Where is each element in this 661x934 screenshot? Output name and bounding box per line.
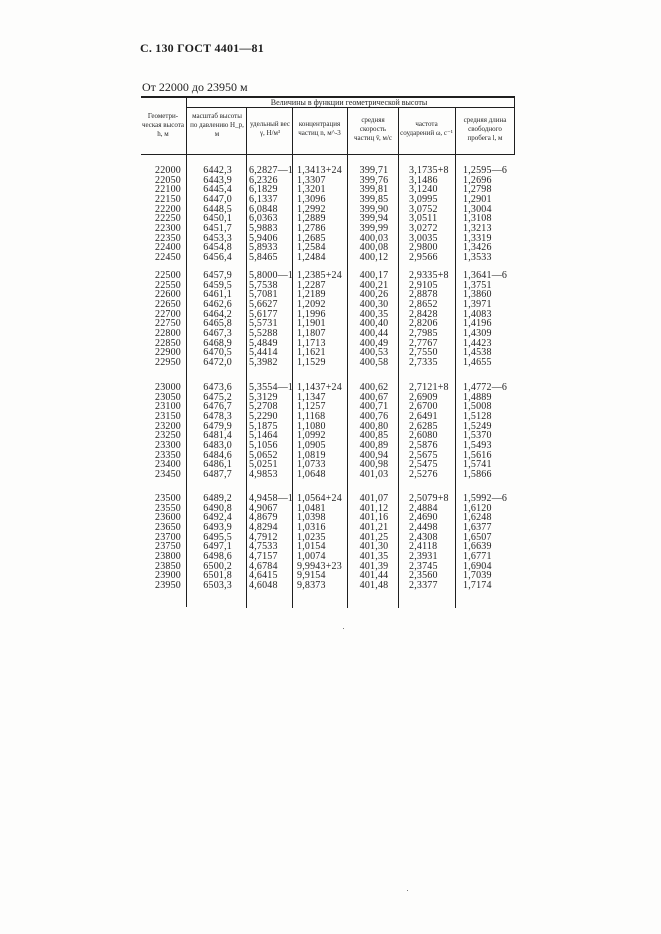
cell-h: 22850 [155,337,181,349]
cell-h: 23650 [155,521,181,533]
cell-l: 1,2595—6 [463,165,508,176]
cell-h: 23500 [155,493,181,504]
cell-gamma: 5,0251 [249,459,278,471]
cell-hp: 6443,9 [203,174,232,186]
cell-n: 9,9154 [297,570,326,582]
cell-v: 399,81 [359,184,389,196]
cell-v: 399,85 [359,193,389,205]
cell-n: 1,0316 [297,521,326,533]
cell-gamma: 5,2290 [249,410,278,422]
cell-omega: 2,8878 [409,289,438,301]
cell-l: 1,6377 [463,521,492,533]
cell-v: 401,25 [359,531,389,543]
cell-v: 401,35 [359,550,389,562]
cell-v: 400,44 [359,327,389,339]
cell-n: 1,1901 [297,318,326,330]
cell-hp: 6483,0 [203,439,232,451]
cell-omega: 2,4498 [409,521,438,533]
cell-n: 1,1529 [297,356,326,368]
cell-n: 1,2992 [297,203,326,215]
cell-v: 400,98 [359,459,389,471]
cell-l: 1,3533 [463,251,492,263]
cell-gamma: 5,3554—1 [249,382,294,393]
cell-l: 1,5992—6 [463,493,508,504]
cell-l: 1,6639 [463,541,492,553]
cell-gamma: 4,7912 [249,531,278,543]
cell-v: 401,48 [359,579,389,591]
cell-h: 23000 [155,382,181,393]
cell-gamma: 5,8465 [249,251,278,263]
cell-n: 1,1347 [297,391,326,403]
cell-n: 1,0074 [297,550,326,562]
cell-gamma: 4,6048 [249,579,278,591]
cell-l: 1,5370 [463,430,492,442]
cell-omega: 2,4690 [409,512,438,524]
cell-omega: 2,8206 [409,318,438,330]
cell-hp: 6476,7 [203,401,232,413]
cell-omega: 2,9335+8 [409,270,449,281]
cell-n: 9,8373 [297,579,326,591]
cell-hp: 6456,4 [203,251,232,263]
cell-hp: 6484,6 [203,449,232,461]
cell-v: 400,62 [359,382,389,393]
cell-l: 1,5128 [463,410,492,422]
cell-v: 399,76 [359,174,389,186]
cell-h: 22750 [155,318,181,330]
cell-l: 1,6120 [463,502,492,514]
cell-l: 1,3426 [463,242,492,254]
cell-n: 1,0235 [297,531,326,543]
cell-gamma: 4,7533 [249,541,278,553]
cell-l: 1,7039 [463,570,492,582]
cell-h: 23750 [155,541,181,553]
cell-h: 23400 [155,459,181,471]
cell-l: 1,3751 [463,279,492,291]
cell-h: 23550 [155,502,181,514]
cell-gamma: 6,0363 [249,213,278,225]
cell-l: 1,4538 [463,347,492,359]
cell-gamma: 4,9458—1 [249,493,294,504]
cell-hp: 6503,3 [203,579,232,591]
cell-l: 1,4772—6 [463,382,508,393]
cell-gamma: 5,9406 [249,232,278,244]
cell-n: 1,0992 [297,430,326,442]
cell-v: 401,44 [359,570,389,582]
column-header-l: средняя длина свободного пробега l, м [463,116,507,142]
cell-v: 401,16 [359,512,389,524]
cell-hp: 6473,6 [203,382,232,393]
cell-omega: 2,3745 [409,560,438,572]
cell-l: 1,5493 [463,439,492,451]
cell-l: 1,3860 [463,289,492,301]
cell-h: 22800 [155,327,181,339]
cell-n: 1,0398 [297,512,326,524]
cell-h: 22900 [155,347,181,359]
cell-hp: 6481,4 [203,430,232,442]
cell-omega: 2,5079+8 [409,493,449,504]
cell-n: 1,0154 [297,541,326,553]
cell-omega: 2,6285 [409,420,438,432]
cell-h: 23300 [155,439,181,451]
cell-hp: 6478,3 [203,410,232,422]
cell-l: 1,2696 [463,174,492,186]
cell-h: 22050 [155,174,181,186]
cell-omega: 2,9105 [409,279,438,291]
cell-gamma: 5,3982 [249,356,278,368]
cell-l: 1,6248 [463,512,492,524]
cell-l: 1,3971 [463,298,492,310]
cell-hp: 6489,2 [203,493,232,504]
cell-n: 1,3307 [297,174,326,186]
cell-v: 400,67 [359,391,389,403]
cell-h: 22500 [155,270,181,281]
cell-omega: 3,0995 [409,193,438,205]
cell-v: 401,12 [359,502,389,514]
cell-gamma: 5,6627 [249,298,278,310]
cell-omega: 2,4884 [409,502,438,514]
cell-v: 400,49 [359,337,389,349]
cell-gamma: 4,6784 [249,560,278,572]
cell-v: 400,26 [359,289,389,301]
cell-gamma: 6,2827—1 [249,165,294,176]
cell-l: 1,4423 [463,337,492,349]
cell-hp: 6465,8 [203,318,232,330]
column-divider [398,108,399,608]
cell-hp: 6451,7 [203,222,232,234]
cell-gamma: 5,5731 [249,318,278,330]
cell-h: 23150 [155,410,181,422]
cell-omega: 2,4308 [409,531,438,543]
cell-hp: 6495,5 [203,531,232,543]
cell-gamma: 6,1337 [249,193,278,205]
cell-gamma: 5,1464 [249,430,278,442]
group-header-rule [186,107,515,108]
cell-hp: 6445,4 [203,184,232,196]
cell-n: 1,3413+24 [297,165,342,176]
cell-n: 1,0648 [297,468,326,480]
cell-gamma: 5,1875 [249,420,278,432]
cell-n: 1,2385+24 [297,270,342,281]
cell-omega: 2,7550 [409,347,438,359]
column-divider [246,108,247,608]
cell-l: 1,3213 [463,222,492,234]
cell-n: 1,2189 [297,289,326,301]
cell-gamma: 4,9853 [249,468,278,480]
cell-hp: 6497,1 [203,541,232,553]
cell-hp: 6475,2 [203,391,232,403]
cell-l: 1,2798 [463,184,492,196]
cell-v: 400,94 [359,449,389,461]
cell-h: 22550 [155,279,181,291]
cell-h: 23600 [155,512,181,524]
cell-h: 22700 [155,308,181,320]
cell-hp: 6450,1 [203,213,232,225]
cell-v: 400,30 [359,298,389,310]
cell-v: 399,90 [359,203,389,215]
cell-v: 399,71 [359,165,389,176]
cell-hp: 6479,9 [203,420,232,432]
cell-l: 1,5866 [463,468,492,480]
column-header-gamma: удельный вес γ, Н/м³ [249,120,290,137]
cell-omega: 2,5276 [409,468,438,480]
cell-v: 400,08 [359,242,389,254]
cell-omega: 2,9566 [409,251,438,263]
cell-hp: 6459,5 [203,279,232,291]
cell-l: 1,7174 [463,579,492,591]
cell-v: 400,80 [359,420,389,432]
cell-v: 400,40 [359,318,389,330]
cell-hp: 6470,5 [203,347,232,359]
cell-v: 400,89 [359,439,389,451]
cell-h: 22650 [155,298,181,310]
cell-l: 1,5616 [463,449,492,461]
cell-gamma: 4,8679 [249,512,278,524]
cell-hp: 6500,2 [203,560,232,572]
cell-v: 400,21 [359,279,389,291]
column-header-h: Геометри-ческая высота h, м [141,112,185,138]
cell-h: 22100 [155,184,181,196]
cell-gamma: 5,2708 [249,401,278,413]
cell-hp: 6457,9 [203,270,232,281]
column-header-hp: масштаб высоты по давлению H_p, м [190,112,244,138]
cell-n: 1,2484 [297,251,326,263]
cell-v: 401,03 [359,468,389,480]
cell-omega: 3,1486 [409,174,438,186]
cell-hp: 6447,0 [203,193,232,205]
page-header: С. 130 ГОСТ 4401—81 [140,41,264,55]
cell-hp: 6462,6 [203,298,232,310]
cell-l: 1,6904 [463,560,492,572]
cell-h: 23250 [155,430,181,442]
cell-n: 1,3201 [297,184,326,196]
cell-omega: 3,0752 [409,203,438,215]
cell-omega: 2,7121+8 [409,382,449,393]
cell-n: 1,1168 [297,410,326,422]
cell-v: 400,12 [359,251,389,263]
cell-v: 400,58 [359,356,389,368]
cell-h: 22200 [155,203,181,215]
cell-omega: 2,7767 [409,337,438,349]
cell-v: 400,17 [359,270,389,281]
cell-n: 1,2287 [297,279,326,291]
cell-h: 23900 [155,570,181,582]
cell-omega: 2,6491 [409,410,438,422]
cell-l: 1,4889 [463,391,492,403]
cell-hp: 6493,9 [203,521,232,533]
cell-n: 1,0733 [297,459,326,471]
cell-omega: 2,5876 [409,439,438,451]
cell-hp: 6453,3 [203,232,232,244]
cell-n: 1,2092 [297,298,326,310]
cell-omega: 3,0035 [409,232,438,244]
cell-n: 1,0564+24 [297,493,342,504]
cell-omega: 3,0511 [409,213,438,225]
cell-gamma: 4,8294 [249,521,278,533]
cell-n: 1,1807 [297,327,326,339]
cell-hp: 6487,7 [203,468,232,480]
cell-gamma: 4,7157 [249,550,278,562]
cell-omega: 2,9800 [409,242,438,254]
cell-hp: 6468,9 [203,337,232,349]
cell-h: 22450 [155,251,181,263]
cell-l: 1,3004 [463,203,492,215]
cell-hp: 6461,1 [203,289,232,301]
cell-h: 23700 [155,531,181,543]
cell-h: 23350 [155,449,181,461]
cell-h: 22250 [155,213,181,225]
cell-h: 23200 [155,420,181,432]
cell-gamma: 4,6415 [249,570,278,582]
range-caption: От 22000 до 23950 м [142,80,248,94]
cell-hp: 6442,3 [203,165,232,176]
cell-n: 1,2685 [297,232,326,244]
cell-n: 1,2889 [297,213,326,225]
cell-hp: 6472,0 [203,356,232,368]
cell-hp: 6498,6 [203,550,232,562]
cell-gamma: 4,9067 [249,502,278,514]
cell-n: 1,1437+24 [297,382,342,393]
cell-hp: 6486,1 [203,459,232,471]
cell-l: 1,6507 [463,531,492,543]
cell-l: 1,4655 [463,356,492,368]
cell-n: 1,1257 [297,401,326,413]
cell-gamma: 5,6177 [249,308,278,320]
cell-n: 1,3096 [297,193,326,205]
cell-n: 1,1621 [297,347,326,359]
cell-omega: 2,6080 [409,430,438,442]
cell-v: 401,07 [359,493,389,504]
cell-l: 1,3108 [463,213,492,225]
cell-h: 22600 [155,289,181,301]
cell-omega: 2,3931 [409,550,438,562]
cell-gamma: 5,4849 [249,337,278,349]
cell-omega: 2,7335 [409,356,438,368]
cell-l: 1,5741 [463,459,492,471]
cell-h: 22000 [155,165,181,176]
cell-gamma: 5,9883 [249,222,278,234]
cell-h: 23850 [155,560,181,572]
group-header: Величины в функции геометрической высоты [270,98,428,107]
cell-v: 400,53 [359,347,389,359]
column-header-v: средняя скорость частиц v̄, м/с [353,116,393,142]
cell-gamma: 6,2326 [249,174,278,186]
cell-gamma: 5,7081 [249,289,278,301]
cell-omega: 2,7985 [409,327,438,339]
cell-l: 1,5008 [463,401,492,413]
cell-l: 1,4083 [463,308,492,320]
cell-l: 1,2901 [463,193,492,205]
cell-omega: 3,0272 [409,222,438,234]
cell-l: 1,4309 [463,327,492,339]
cell-h: 23450 [155,468,181,480]
cell-omega: 2,6700 [409,401,438,413]
column-header-omega: частота соударений ω, с⁻¹ [400,120,453,137]
cell-n: 1,1713 [297,337,326,349]
cell-omega: 2,4118 [409,541,438,553]
cell-n: 1,0905 [297,439,326,451]
cell-v: 400,35 [359,308,389,320]
cell-gamma: 6,1829 [249,184,278,196]
cell-n: 1,1080 [297,420,326,432]
cell-l: 1,5249 [463,420,492,432]
scan-speck [343,628,344,629]
cell-n: 1,0481 [297,502,326,514]
cell-v: 400,85 [359,430,389,442]
cell-v: 401,39 [359,560,389,572]
cell-v: 401,30 [359,541,389,553]
cell-hp: 6492,4 [203,512,232,524]
cell-gamma: 5,0652 [249,449,278,461]
cell-v: 400,76 [359,410,389,422]
cell-omega: 2,5475 [409,459,438,471]
cell-v: 400,71 [359,401,389,413]
cell-omega: 2,6909 [409,391,438,403]
cell-omega: 2,8652 [409,298,438,310]
cell-h: 22150 [155,193,181,205]
cell-v: 399,94 [359,213,389,225]
cell-gamma: 5,3129 [249,391,278,403]
cell-gamma: 5,7538 [249,279,278,291]
cell-v: 401,21 [359,521,389,533]
cell-gamma: 5,1056 [249,439,278,451]
cell-omega: 3,1240 [409,184,438,196]
scan-speck [407,890,408,891]
cell-h: 23800 [155,550,181,562]
cell-gamma: 5,4414 [249,347,278,359]
cell-n: 1,1996 [297,308,326,320]
cell-hp: 6464,2 [203,308,232,320]
cell-hp: 6490,8 [203,502,232,514]
cell-omega: 2,5675 [409,449,438,461]
cell-omega: 2,3560 [409,570,438,582]
header-bottom-rule [141,154,515,155]
column-divider [514,97,515,155]
column-divider [186,97,187,607]
cell-hp: 6448,5 [203,203,232,215]
cell-h: 23950 [155,579,181,591]
cell-h: 22300 [155,222,181,234]
cell-omega: 3,1735+8 [409,165,449,176]
cell-h: 23100 [155,401,181,413]
cell-hp: 6501,8 [203,570,232,582]
cell-n: 1,0819 [297,449,326,461]
cell-h: 23050 [155,391,181,403]
cell-gamma: 5,8000—1 [249,270,294,281]
cell-l: 1,6771 [463,550,492,562]
cell-n: 1,2584 [297,242,326,254]
cell-l: 1,4196 [463,318,492,330]
cell-v: 399,99 [359,222,389,234]
cell-h: 22400 [155,242,181,254]
cell-n: 1,2786 [297,222,326,234]
cell-v: 400,03 [359,232,389,244]
cell-h: 22350 [155,232,181,244]
cell-omega: 2,3377 [409,579,438,591]
cell-l: 1,3641—6 [463,270,508,281]
cell-omega: 2,8428 [409,308,438,320]
cell-gamma: 5,8933 [249,242,278,254]
cell-gamma: 5,5288 [249,327,278,339]
cell-h: 22950 [155,356,181,368]
cell-gamma: 6,0848 [249,203,278,215]
cell-l: 1,3319 [463,232,492,244]
cell-hp: 6454,8 [203,242,232,254]
cell-hp: 6467,3 [203,327,232,339]
column-header-n: концентрация частиц n, м^-3 [298,120,341,137]
cell-n: 9,9943+23 [297,560,342,572]
